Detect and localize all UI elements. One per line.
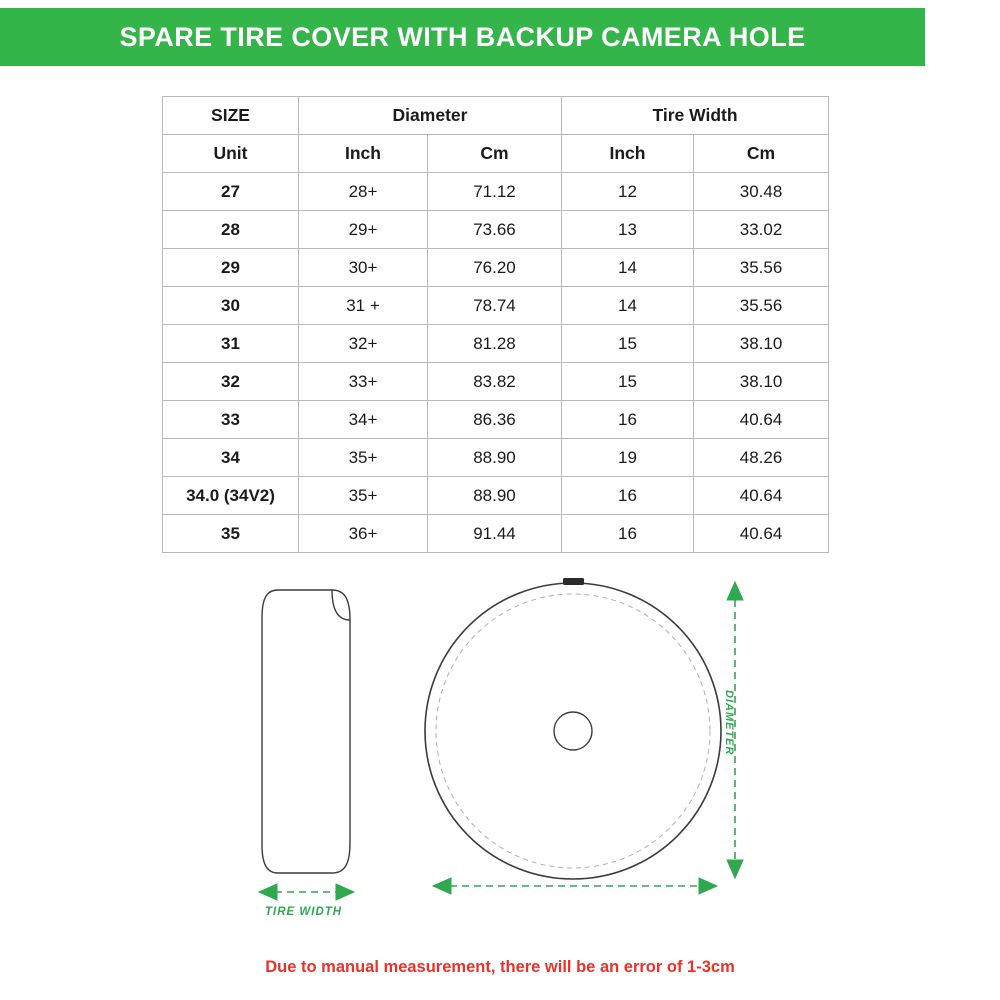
tire-cover-diagram bbox=[0, 548, 1000, 948]
cell-width-cm: 38.10 bbox=[694, 325, 829, 363]
measurement-disclaimer: Due to manual measurement, there will be an error of 1-3cm bbox=[265, 958, 735, 976]
table-row bbox=[163, 363, 829, 401]
cell-width-cm: 35.56 bbox=[694, 249, 829, 287]
cell-size: 30 bbox=[163, 287, 299, 325]
size-chart-table bbox=[162, 96, 829, 553]
cell-size: 34 bbox=[163, 439, 299, 477]
cell-size: 32 bbox=[163, 363, 299, 401]
header-tire-width: Tire Width bbox=[562, 97, 829, 135]
side-view-shape bbox=[262, 590, 350, 873]
header-diameter-inch: Inch bbox=[299, 135, 428, 173]
cell-width-cm: 38.10 bbox=[694, 363, 829, 401]
cell-diameter-inch: 34+ bbox=[299, 401, 428, 439]
cell-width-inch: 14 bbox=[562, 287, 694, 325]
cell-diameter-cm: 86.36 bbox=[428, 401, 562, 439]
header-width-inch: Inch bbox=[562, 135, 694, 173]
cell-width-cm: 33.02 bbox=[694, 211, 829, 249]
table-row bbox=[163, 173, 829, 211]
diameter-label: DIAMETER bbox=[723, 690, 735, 756]
cell-size: 31 bbox=[163, 325, 299, 363]
cell-diameter-inch: 31 + bbox=[299, 287, 428, 325]
cell-width-inch: 19 bbox=[562, 439, 694, 477]
cell-width-inch: 15 bbox=[562, 325, 694, 363]
circle-width-arrow bbox=[433, 878, 717, 894]
cell-diameter-cm: 83.82 bbox=[428, 363, 562, 401]
cell-diameter-inch: 36+ bbox=[299, 515, 428, 553]
cell-size: 35 bbox=[163, 515, 299, 553]
cell-width-cm: 48.26 bbox=[694, 439, 829, 477]
cell-width-cm: 35.56 bbox=[694, 287, 829, 325]
cell-width-inch: 16 bbox=[562, 401, 694, 439]
cell-diameter-inch: 35+ bbox=[299, 477, 428, 515]
table-unit-header-row bbox=[163, 135, 829, 173]
cell-diameter-inch: 32+ bbox=[299, 325, 428, 363]
table-row bbox=[163, 287, 829, 325]
front-view-shape bbox=[425, 578, 721, 879]
cell-diameter-inch: 33+ bbox=[299, 363, 428, 401]
header-diameter-cm: Cm bbox=[428, 135, 562, 173]
cell-width-inch: 15 bbox=[562, 363, 694, 401]
table-row bbox=[163, 477, 829, 515]
table-row bbox=[163, 515, 829, 553]
cell-diameter-cm: 88.90 bbox=[428, 477, 562, 515]
header-size: SIZE bbox=[163, 97, 299, 135]
camera-hole bbox=[554, 712, 592, 750]
page-title: SPARE TIRE COVER WITH BACKUP CAMERA HOLE bbox=[119, 21, 806, 52]
camera-tab bbox=[563, 578, 584, 585]
cell-width-inch: 13 bbox=[562, 211, 694, 249]
cell-size: 34.0 (34V2) bbox=[163, 477, 299, 515]
cell-diameter-cm: 78.74 bbox=[428, 287, 562, 325]
cell-diameter-inch: 30+ bbox=[299, 249, 428, 287]
cell-diameter-inch: 29+ bbox=[299, 211, 428, 249]
table-row bbox=[163, 249, 829, 287]
cell-width-cm: 40.64 bbox=[694, 401, 829, 439]
cell-diameter-cm: 88.90 bbox=[428, 439, 562, 477]
cell-width-inch: 16 bbox=[562, 477, 694, 515]
header-diameter: Diameter bbox=[299, 97, 562, 135]
table-row bbox=[163, 211, 829, 249]
table-group-header-row bbox=[163, 97, 829, 135]
cell-width-inch: 14 bbox=[562, 249, 694, 287]
cell-diameter-cm: 73.66 bbox=[428, 211, 562, 249]
cell-diameter-cm: 81.28 bbox=[428, 325, 562, 363]
cell-diameter-inch: 28+ bbox=[299, 173, 428, 211]
cell-diameter-inch: 35+ bbox=[299, 439, 428, 477]
cell-width-cm: 40.64 bbox=[694, 477, 829, 515]
cell-diameter-cm: 91.44 bbox=[428, 515, 562, 553]
table-row bbox=[163, 325, 829, 363]
tire-width-arrow bbox=[259, 884, 354, 900]
header-banner bbox=[0, 8, 925, 66]
cell-width-inch: 12 bbox=[562, 173, 694, 211]
table-row bbox=[163, 439, 829, 477]
cell-width-cm: 30.48 bbox=[694, 173, 829, 211]
cell-size: 28 bbox=[163, 211, 299, 249]
cell-diameter-cm: 76.20 bbox=[428, 249, 562, 287]
table-row bbox=[163, 401, 829, 439]
tire-width-label: TIRE WIDTH bbox=[265, 906, 343, 918]
cell-size: 33 bbox=[163, 401, 299, 439]
header-unit: Unit bbox=[163, 135, 299, 173]
cell-size: 29 bbox=[163, 249, 299, 287]
cell-width-cm: 40.64 bbox=[694, 515, 829, 553]
header-width-cm: Cm bbox=[694, 135, 829, 173]
cell-width-inch: 16 bbox=[562, 515, 694, 553]
cell-size: 27 bbox=[163, 173, 299, 211]
cell-diameter-cm: 71.12 bbox=[428, 173, 562, 211]
